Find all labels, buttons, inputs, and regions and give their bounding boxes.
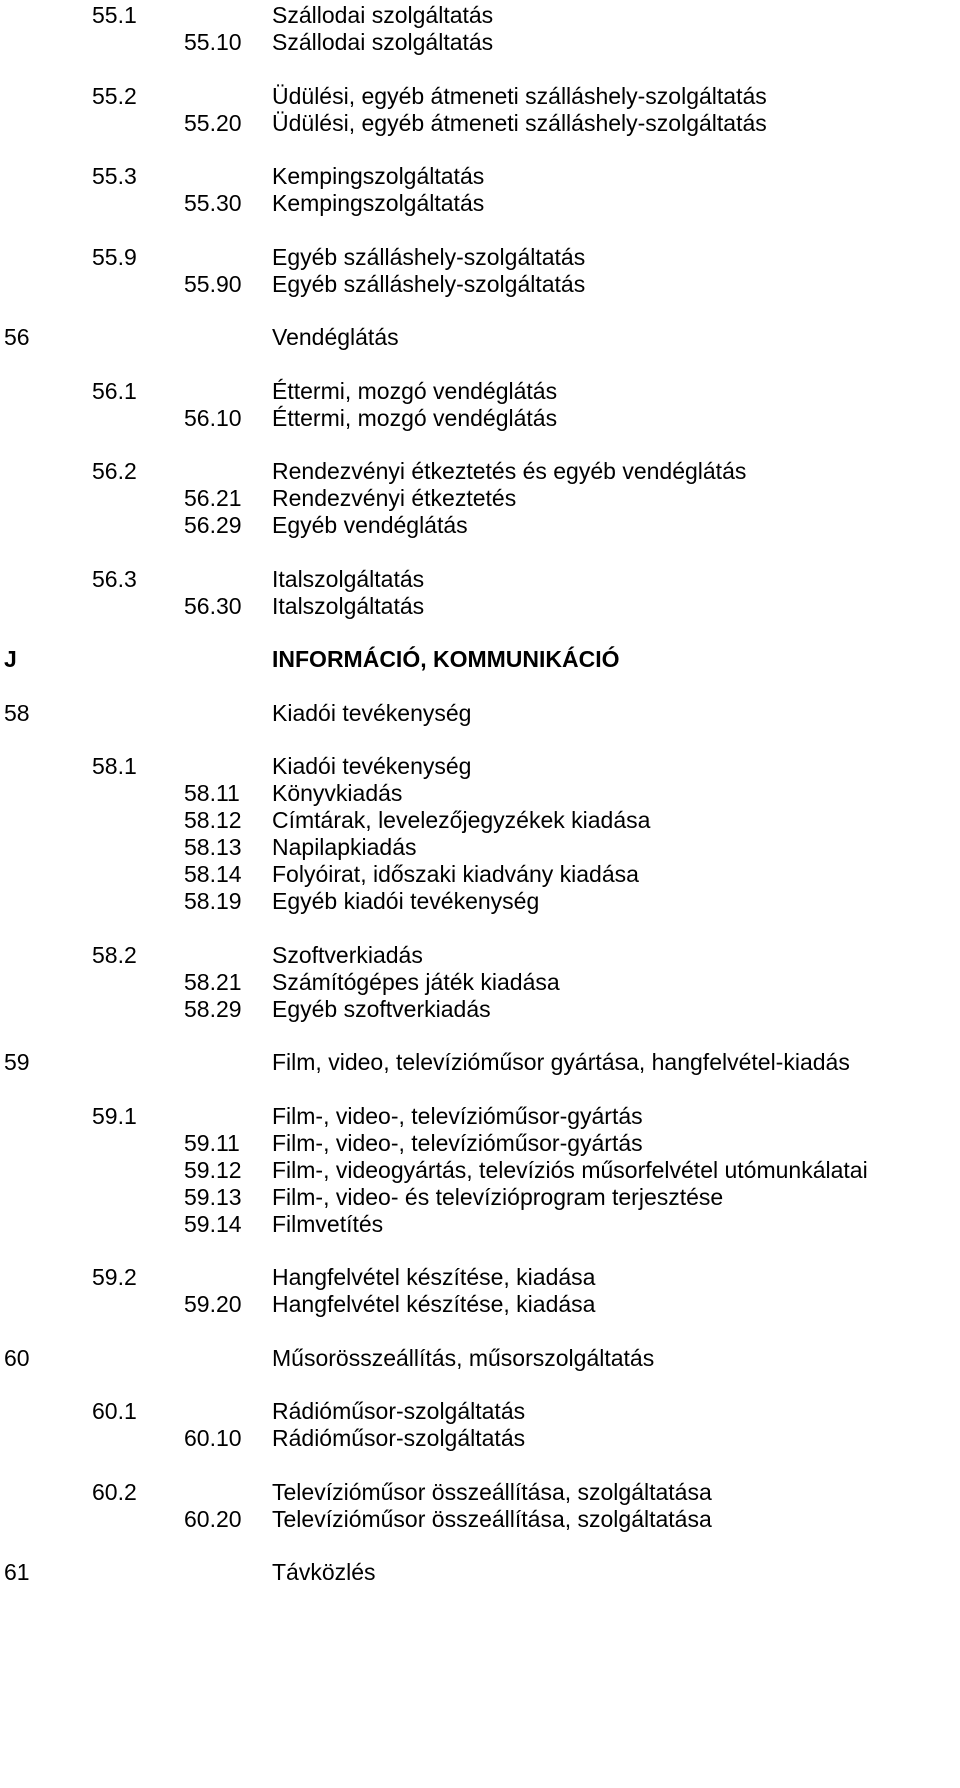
code-title: Szállodai szolgáltatás [272, 2, 494, 28]
code-title: Éttermi, mozgó vendéglátás [272, 378, 558, 404]
code-row [0, 886, 960, 916]
code-number: 59.2 [92, 1264, 137, 1290]
code-title: Film-, video- és televízióprogram terjesztése [272, 1184, 724, 1210]
code-row [0, 188, 960, 218]
code-number: 58.11 [184, 780, 240, 806]
code-number: 58.29 [184, 996, 242, 1022]
code-number: 55.2 [92, 83, 137, 109]
code-row [0, 456, 960, 486]
code-number: 56.30 [184, 593, 242, 619]
code-title: Rendezvényi étkeztetés [272, 485, 517, 511]
code-title: Film-, video-, televízióműsor-gyártás [272, 1130, 643, 1156]
code-row [0, 1101, 960, 1131]
code-title: Film, video, televízióműsor gyártása, hangfelvétel-kiadás [272, 1049, 850, 1075]
code-number: 58.13 [184, 834, 242, 860]
code-title: Film-, videogyártás, televíziós műsorfelvétel utómunkálatai [272, 1157, 868, 1183]
code-row [0, 778, 960, 808]
code-row [0, 591, 960, 621]
code-row [0, 698, 960, 728]
code-title: Italszolgáltatás [272, 593, 425, 619]
code-title: Kiadói tevékenység [272, 700, 472, 726]
code-row [0, 483, 960, 513]
code-title: Egyéb szoftverkiadás [272, 996, 491, 1022]
code-row [0, 0, 960, 30]
code-title: Műsorösszeállítás, műsorszolgáltatás [272, 1345, 655, 1371]
code-row [0, 1262, 960, 1292]
code-title: Rendezvényi étkeztetés és egyéb vendéglátás [272, 458, 747, 484]
code-title: Kempingszolgáltatás [272, 190, 485, 216]
code-row [0, 161, 960, 191]
code-number: 60.2 [92, 1479, 137, 1505]
code-number: 61 [4, 1559, 30, 1585]
code-title: Szoftverkiadás [272, 942, 423, 968]
code-row [0, 940, 960, 970]
code-number: 60.20 [184, 1506, 242, 1532]
code-title: INFORMÁCIÓ, KOMMUNIKÁCIÓ [272, 646, 620, 672]
code-row [0, 81, 960, 111]
code-row [0, 27, 960, 57]
code-row [0, 1128, 960, 1158]
code-row [0, 1289, 960, 1319]
code-title: Éttermi, mozgó vendéglátás [272, 405, 558, 431]
code-title: Címtárak, levelezőjegyzékek kiadása [272, 807, 651, 833]
code-title: Egyéb kiadói tevékenység [272, 888, 540, 914]
code-row [0, 751, 960, 781]
code-number: 59.14 [184, 1211, 242, 1237]
code-row [0, 322, 960, 352]
code-number: 55.30 [184, 190, 242, 216]
code-title: Szállodai szolgáltatás [272, 29, 494, 55]
code-number: 55.90 [184, 271, 242, 297]
code-row [0, 644, 960, 674]
code-number: 56 [4, 324, 30, 350]
code-row [0, 376, 960, 406]
code-row [0, 108, 960, 138]
code-title: Egyéb szálláshely-szolgáltatás [272, 271, 586, 297]
code-row [0, 967, 960, 997]
code-number: 55.20 [184, 110, 242, 136]
code-number: 58.14 [184, 861, 242, 887]
code-title: Folyóirat, időszaki kiadvány kiadása [272, 861, 639, 887]
code-row [0, 269, 960, 299]
code-title: Egyéb szálláshely-szolgáltatás [272, 244, 586, 270]
code-number: 59.1 [92, 1103, 137, 1129]
code-number: 59.20 [184, 1291, 242, 1317]
code-number: 59.13 [184, 1184, 242, 1210]
code-number: 58.12 [184, 807, 242, 833]
code-row [0, 403, 960, 433]
code-row [0, 1477, 960, 1507]
code-number: 56.2 [92, 458, 137, 484]
code-number: 56.1 [92, 378, 137, 404]
code-number: 60 [4, 1345, 30, 1371]
code-number: 56.3 [92, 566, 137, 592]
code-title: Távközlés [272, 1559, 376, 1585]
code-row [0, 1155, 960, 1185]
code-title: Filmvetítés [272, 1211, 384, 1237]
code-title: Kempingszolgáltatás [272, 163, 485, 189]
code-title: Televízióműsor összeállítása, szolgáltatása [272, 1479, 712, 1505]
code-title: Film-, video-, televízióműsor-gyártás [272, 1103, 643, 1129]
code-row [0, 859, 960, 889]
code-title: Kiadói tevékenység [272, 753, 472, 779]
code-title: Rádióműsor-szolgáltatás [272, 1398, 526, 1424]
code-number: 58.1 [92, 753, 137, 779]
code-number: 55.1 [92, 2, 137, 28]
code-row [0, 994, 960, 1024]
code-number: 59.11 [184, 1130, 240, 1156]
code-number: 56.21 [184, 485, 242, 511]
code-number: 55.9 [92, 244, 137, 270]
code-number: 55.10 [184, 29, 242, 55]
code-title: Egyéb vendéglátás [272, 512, 468, 538]
code-row [0, 1396, 960, 1426]
code-number: 58.21 [184, 969, 242, 995]
code-row [0, 242, 960, 272]
code-title: Televízióműsor összeállítása, szolgáltatása [272, 1506, 712, 1532]
code-title: Számítógépes játék kiadása [272, 969, 560, 995]
code-title: Rádióműsor-szolgáltatás [272, 1425, 526, 1451]
code-row [0, 1557, 960, 1587]
code-row [0, 832, 960, 862]
code-number: 56.29 [184, 512, 242, 538]
code-title: Vendéglátás [272, 324, 399, 350]
code-title: Könyvkiadás [272, 780, 403, 806]
code-number: 58.2 [92, 942, 137, 968]
code-number: 59 [4, 1049, 30, 1075]
code-row [0, 564, 960, 594]
code-number: 58 [4, 700, 30, 726]
code-number: 58.19 [184, 888, 242, 914]
code-row [0, 1047, 960, 1077]
code-title: Üdülési, egyéb átmeneti szálláshely-szolgáltatás [272, 83, 767, 109]
code-row [0, 1209, 960, 1239]
code-row [0, 1182, 960, 1212]
code-row [0, 1343, 960, 1373]
code-row [0, 1504, 960, 1534]
code-title: Üdülési, egyéb átmeneti szálláshely-szolgáltatás [272, 110, 767, 136]
code-number: 60.10 [184, 1425, 242, 1451]
code-row [0, 1423, 960, 1453]
code-row [0, 805, 960, 835]
code-number: 59.12 [184, 1157, 242, 1183]
code-title: Napilapkiadás [272, 834, 417, 860]
code-number: 56.10 [184, 405, 242, 431]
code-title: Hangfelvétel készítése, kiadása [272, 1264, 596, 1290]
code-row [0, 510, 960, 540]
code-title: Italszolgáltatás [272, 566, 425, 592]
code-number: 60.1 [92, 1398, 137, 1424]
code-title: Hangfelvétel készítése, kiadása [272, 1291, 596, 1317]
code-number: J [4, 646, 17, 672]
code-number: 55.3 [92, 163, 137, 189]
